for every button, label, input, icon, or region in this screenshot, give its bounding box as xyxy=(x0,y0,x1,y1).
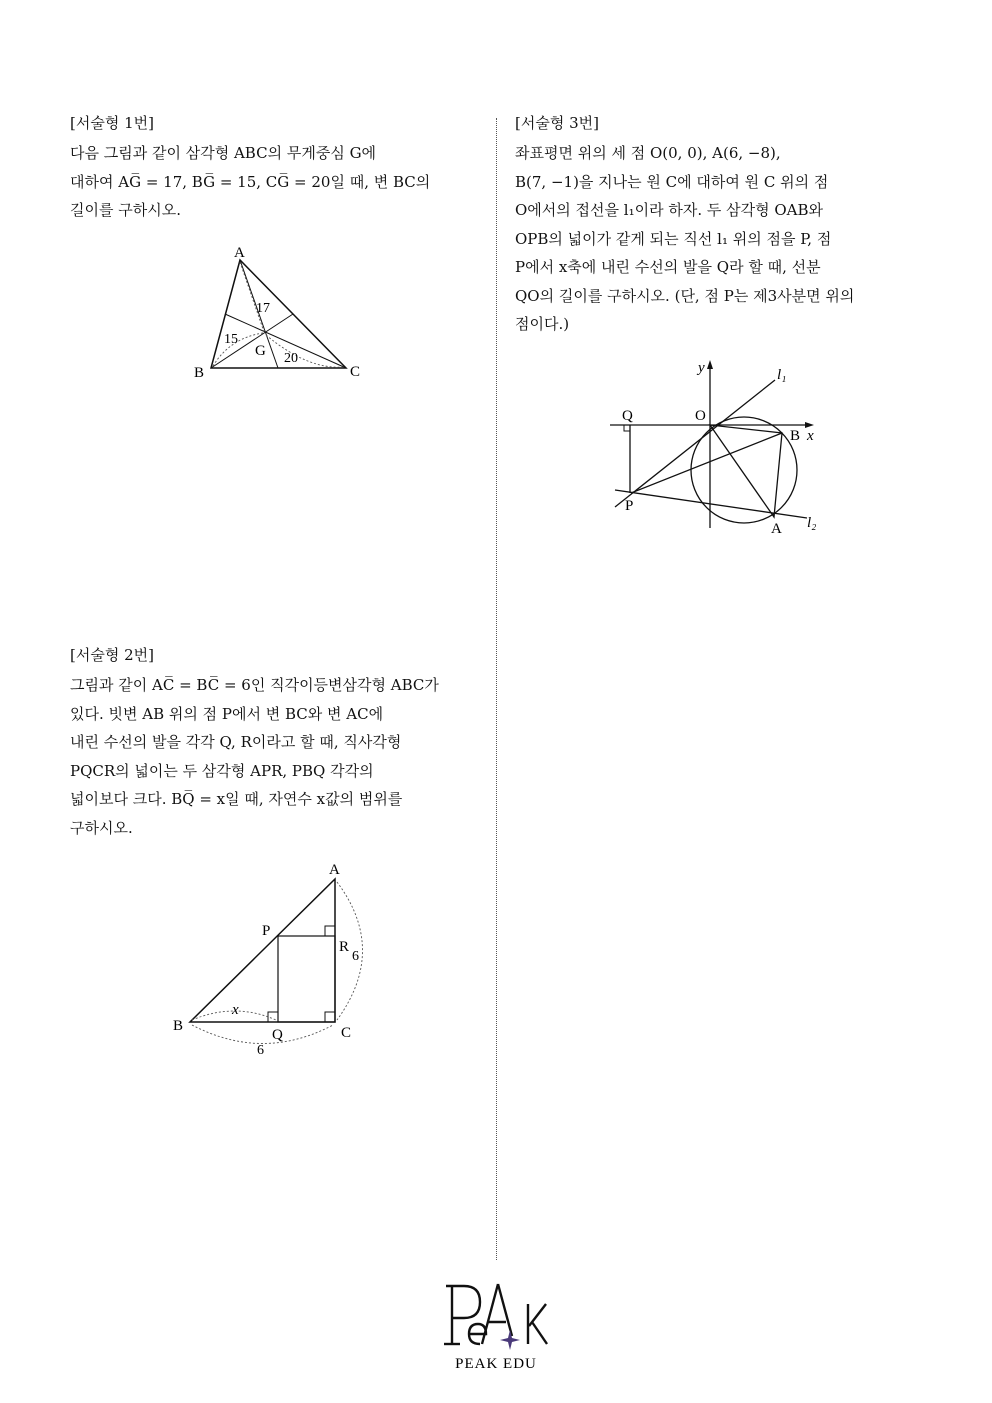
segment-pb xyxy=(631,433,782,493)
right-angle-c xyxy=(325,1012,335,1022)
right-angle-r xyxy=(325,926,335,936)
problem-2-text xyxy=(70,671,500,842)
problem-1-line: 길이를 구하시오. xyxy=(70,201,181,219)
problem-2-title: [서술형 2번] xyxy=(70,646,154,664)
label-l1: l₁ xyxy=(777,367,787,383)
problem-3-line: P에서 x축에 내린 수선의 발을 Q라 할 때, 선분 xyxy=(515,258,821,276)
problem-2-line: 있다. 빗변 AB 위의 점 P에서 변 BC와 변 AC에 xyxy=(70,704,384,723)
label-q: Q xyxy=(622,408,633,424)
right-angle-q xyxy=(268,1012,278,1022)
y-axis-arrow xyxy=(707,360,713,369)
triangle-oab xyxy=(710,425,782,517)
problem-3-line: 점이다.) xyxy=(515,315,570,333)
problem-2-line: 넓이보다 크다. BQ̅ = x일 때, 자연수 x값의 범위를 xyxy=(70,790,403,808)
label-l2: l₂ xyxy=(807,515,817,531)
problem-1 xyxy=(70,112,490,381)
logo-caption: PEAK EDU xyxy=(455,1356,537,1372)
problem-2-line: 그림과 같이 AC̅ = BC̅ = 6인 직각이등변삼각형 ABC가 xyxy=(70,676,439,694)
label-x: x xyxy=(232,1002,239,1018)
label-b: B xyxy=(194,365,205,381)
peak-edu-logo xyxy=(440,1278,552,1374)
label-cg: 20 xyxy=(284,351,298,366)
problem-3-title: [서술형 3번] xyxy=(515,114,599,132)
label-p: P xyxy=(625,498,634,514)
problem-3-line: O에서의 접선을 l₁이라 하자. 두 삼각형 OAB와 xyxy=(515,201,823,219)
label-a: A xyxy=(234,245,245,261)
label-a: A xyxy=(771,521,782,537)
label-y: y xyxy=(698,360,705,376)
problem-3-figure xyxy=(515,350,915,550)
triangle-abc xyxy=(211,260,346,368)
problem-1-figure xyxy=(70,240,490,390)
label-a: A xyxy=(329,862,340,878)
arc-bc xyxy=(192,1025,333,1044)
problem-2-figure xyxy=(70,854,490,1064)
problem-3-line: QO의 길이를 구하시오. (단, 점 P는 제3사분면 위의 xyxy=(515,286,855,305)
label-x: x xyxy=(807,428,814,444)
problem-2-line: 구하시오. xyxy=(70,818,133,837)
problem-3-line: 좌표평면 위의 세 점 O(0, 0), A(6, −8), xyxy=(515,144,781,162)
line-l1 xyxy=(615,380,775,507)
right-column xyxy=(515,112,915,537)
column-divider xyxy=(496,118,497,1260)
label-ag: 17 xyxy=(256,301,270,316)
problem-1-line: 대하여 AG̅ = 17, BG̅ = 15, CG̅ = 20일 때, 변 BC의 xyxy=(70,172,431,191)
problem-3 xyxy=(515,112,915,537)
triangle-abc xyxy=(190,879,335,1022)
label-r: R xyxy=(339,939,350,955)
label-six-side: 6 xyxy=(352,949,359,964)
label-o: O xyxy=(695,408,706,424)
star-icon xyxy=(500,1330,520,1350)
problem-1-line: 다음 그림과 같이 삼각형 ABC의 무게중심 G에 xyxy=(70,144,377,162)
problem-3-line: B(7, −1)을 지나는 원 C에 대하여 원 C 위의 점 xyxy=(515,172,829,191)
problem-1-title: [서술형 1번] xyxy=(70,114,154,132)
left-column xyxy=(70,112,490,1058)
problem-2 xyxy=(70,644,500,1058)
label-q: Q xyxy=(272,1027,283,1043)
problem-1-text xyxy=(70,139,490,225)
label-six-bottom: 6 xyxy=(257,1043,264,1058)
problem-2-line: 내린 수선의 발을 각각 Q, R이라고 할 때, 직사각형 xyxy=(70,733,402,751)
label-b: B xyxy=(790,428,801,444)
label-c: C xyxy=(341,1025,352,1041)
problem-3-line: OPB의 넓이가 같게 되는 직선 l₁ 위의 점을 P, 점 xyxy=(515,229,832,248)
label-b: B xyxy=(173,1018,184,1034)
label-c: C xyxy=(350,364,361,380)
label-bg: 15 xyxy=(224,332,238,347)
line-l2 xyxy=(615,490,807,518)
problem-3-text xyxy=(515,139,915,339)
label-g: G xyxy=(255,343,266,359)
problem-2-line: PQCR의 넓이는 두 삼각형 APR, PBQ 각각의 xyxy=(70,761,374,780)
peak-logo-mark xyxy=(440,1278,552,1374)
label-p: P xyxy=(262,923,271,939)
right-angle-q xyxy=(624,425,630,431)
rectangle-pqcr xyxy=(278,936,335,1022)
